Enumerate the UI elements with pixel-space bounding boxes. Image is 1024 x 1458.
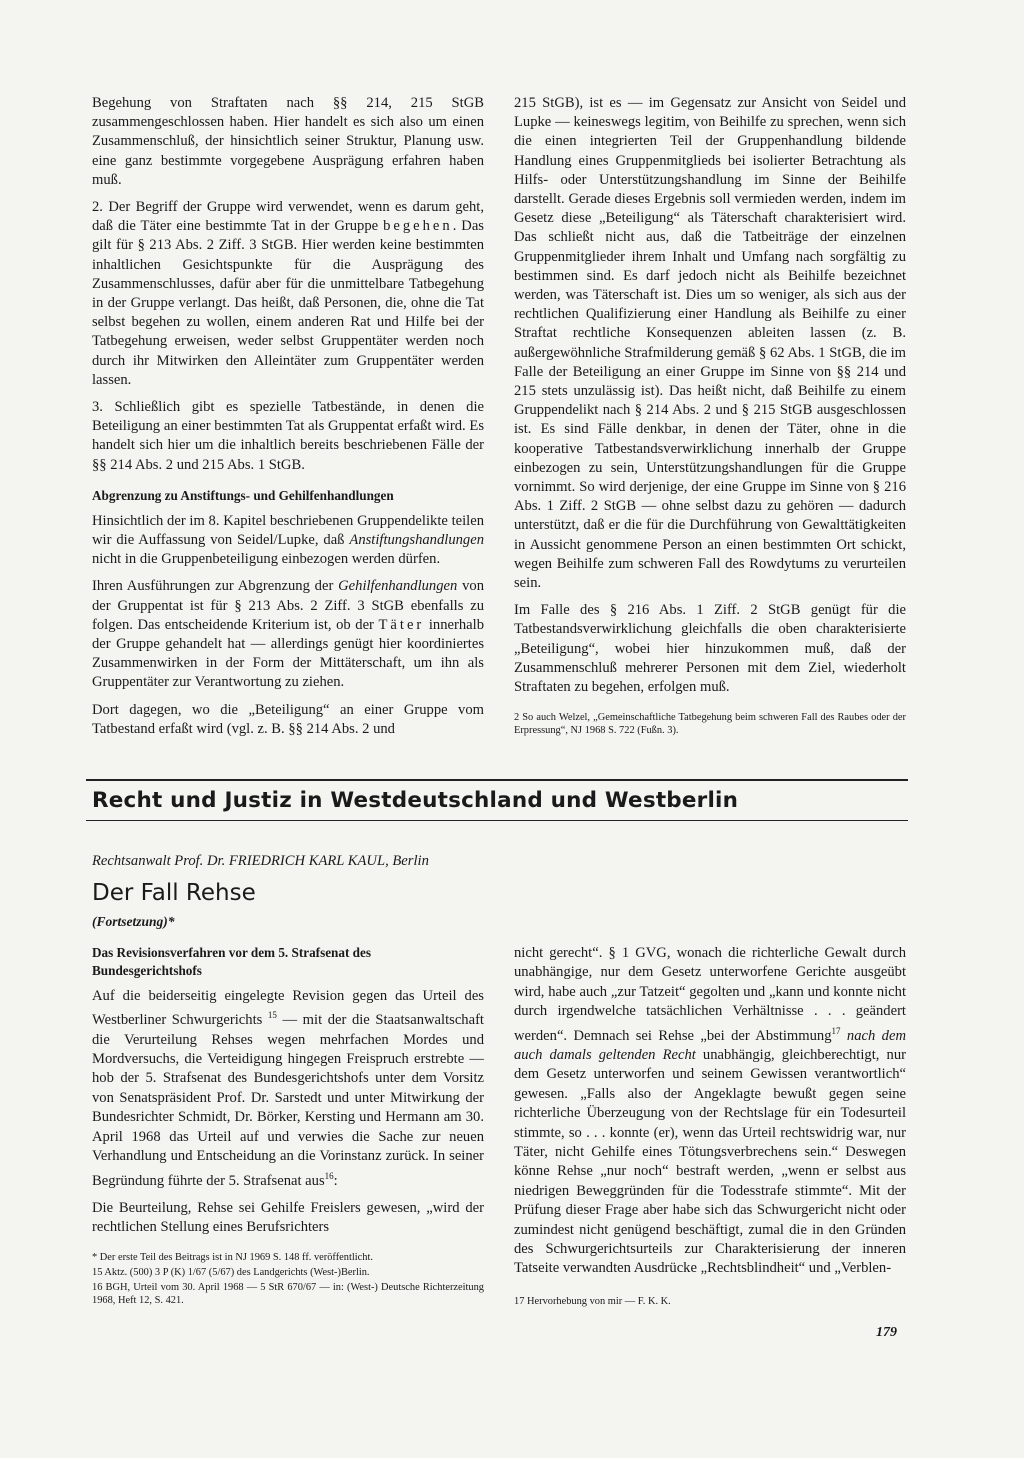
subheading: Abgrenzung zu Anstiftungs- und Gehilfenhandlungen xyxy=(92,487,394,503)
top-right-column xyxy=(514,94,906,739)
page-number: 179 xyxy=(876,1325,897,1340)
paragraph: Die Beurteilung, Rehse sei Gehilfe Freislers gewesen, „wird der rechtlichen Stellung eines Berufsrichters xyxy=(92,1199,484,1235)
footnote: 16 BGH, Urteil vom 30. April 1968 — 5 StR 670/67 — in: (West-) Deutsche Richterzeitung 1968, Heft 12, S. 421. xyxy=(92,1282,484,1307)
byline: Rechtsanwalt Prof. Dr. FRIEDRICH KARL KAUL, Berlin xyxy=(92,853,429,869)
subheading: Das Revisionsverfahren vor dem 5. Strafsenat des Bundesgerichtshofs xyxy=(92,945,371,978)
footnote: 2 So auch Welzel, „Gemeinschaftliche Tatbegehung beim schweren Fall des Raubes oder der Erpressung“, NJ 1968 S. 722 (Fußn. 3). xyxy=(514,712,906,737)
section-title: Recht und Justiz in Westdeutschland und Westberlin xyxy=(92,788,739,813)
paragraph: nicht gerecht“. § 1 GVG, wonach die richterliche Gewalt durch unabhängige, nur dem Gesetz unterworfene Gerichte ausgeübt wird, habe auch „zur Tatzeit“ gegolten und „kann und konnte nicht durch irgendwelche tatsächlichen Verhältnisse . . . geändert werden“. Demnach sei Rehse „bei der Abstimmung$^{17}$ nach dem auch damals geltenden Recht unabhängig, gleichberechtigt, nur dem Gesetz unterworfen und seinem Gewissen verantwortlich“ gewesen. „Falls also der Angeklagte bewußt gegen seine richterliche Überzeugung von der Rechtslage für ein Todesurteil stimmte, so . . . konnte (er), wenn das Urteil rechtswidrig war, nur Täter, nicht Gehilfe eines Tötungsverbrechens sein.“ Deswegen könne Rehse „nur noch“ bestraft werden, „wenn er selbst aus niedrigen Beweggründen für die Todesstrafe stimmte“. Mit der Prüfung dieser Frage aber habe sich das Schwurgericht nicht oder zumindest nicht genügend beschäftigt, zumal die in den Gründen des Schwurgerichtsurteils zur Charakterisierung der inneren Tatseite verwandten Ausdrücke „Rechtsblindheit“ und „Verblen- xyxy=(514,945,906,1277)
bottom-right-column xyxy=(514,944,906,1310)
paragraph: Begehung von Straftaten nach §§ 214, 215 StGB zusammengeschlossen haben. Hier handelt es sich also um einen Zusammenschluß, der hinsichtlich seiner Struktur, Planung usw. eine ganz bestimmte vorgegebene Ausprägung erfahren haben muß. xyxy=(92,95,484,188)
footnote-marker: 17 xyxy=(831,1025,841,1036)
paragraph: 215 StGB), ist es — im Gegensatz zur Ansicht von Seidel und Lupke — keineswegs legitim, von Beihilfe zu sprechen, wenn sich die einen integrierten Teil der Gruppenhandlung bildende Handlung eines Gruppenmitglieds bei isolierter Betrachtung als Hilfs- oder Unterstützungshandlung im Sinne der Beihilfe darstellt. Gerade dieses Ergebnis soll vermieden werden, indem im Gesetz diese „Beteiligung“ als Täterschaft charakterisiert wird. Das schließt nicht aus, daß die Tatbeiträge der einzelnen Gruppenmitglieder ihrem Inhalt und Umfang nach sorgfältig zu bestimmen sind. Es darf jedoch nicht als Beihilfe bezeichnet werden, was Täterschaft ist. Dies um so weniger, als sich aus der rechtlichen Qualifizierung einer Handlung als Beihilfe zu einer Straftat rechtliche Konsequenzen ableiten lassen (z. B. außergewöhnliche Strafmilderung gemäß § 62 Abs. 1 StGB, die im Falle der Beteiligung an einer Gruppe im Sinne von §§ 214 und 215 stets unzulässig ist). Das heißt nicht, daß Beihilfe zu einem Gruppendelikt nach § 214 Abs. 2 und § 215 StGB ausgeschlossen ist. Es sind Fälle denkbar, in denen der Täter, ohne in die kooperative Tatbestandsverwirklichung innerhalb der Gruppe einbezogen zu sein, Unterstützungshandlungen für die Gruppe vornimmt. So wird derjenige, der eine Gruppe im Sinne von § 216 Abs. 1 Ziff. 2 StGB — ohne selbst dazu zu gehören — dadurch unterstützt, daß er die für die Durchführung von Gewalttätigkeiten in Aussicht genommene Person an einen bestimmten Ort schickt, wegen Beihilfe zum schweren Fall des Rowdytums zu verurteilen sein. xyxy=(514,95,906,592)
footnote: 17 Hervorhebung von mir — F. K. K. xyxy=(514,1295,671,1307)
bottom-left-column xyxy=(92,944,484,1309)
top-left-column xyxy=(92,94,484,747)
paragraph: Hinsichtlich der im 8. Kapitel beschriebenen Gruppendelikte teilen wir die Auffassung von Seidel/Lupke, daß Anstiftungshandlungen nicht in die Gruppenbeteiligung einbezogen werden dürfen. xyxy=(92,512,484,568)
footnote-marker: 16 xyxy=(324,1170,334,1181)
article-subtitle: (Fortsetzung)* xyxy=(92,914,175,929)
footnote: * Der erste Teil des Beitrags ist in NJ 1969 S. 148 ff. veröffentlicht. xyxy=(92,1252,373,1264)
paragraph: Dort dagegen, wo die „Beteiligung“ an einer Gruppe vom Tatbestand erfaßt wird (vgl. z. B. §§ 214 Abs. 2 und xyxy=(92,701,484,737)
paragraph: Ihren Ausführungen zur Abgrenzung der Gehilfenhandlungen von der Gruppentat ist für § 213 Abs. 2 Ziff. 3 StGB ebenfalls zu folgen. Das entscheidende Kriterium ist, ob der Täter innerhalb der Gruppe gehandelt hat — allerdings genügt hier koordiniertes Zusammenwirken in der Form der Mittäterschaft, um ihn als Gruppentäter zur Verantwortung zu ziehen. xyxy=(92,578,484,691)
footnote-marker: 15 xyxy=(267,1010,277,1021)
footnote: 15 Aktz. (500) 3 P (K) 1/67 (5/67) des Landgerichts (West-)Berlin. xyxy=(92,1267,370,1279)
paragraph: Im Falle des § 216 Abs. 1 Ziff. 2 StGB genügt für die Tatbestandsverwirklichung gleichfalls die oben charakterisierte „Beteiligung“, wobei hier hinzukommen muß, daß der Zusammenschluß mehrerer Personen mit dem Ziel, wiederholt Straftaten zu begehen, erfolgen muß. xyxy=(514,602,906,696)
paragraph: 3. Schließlich gibt es spezielle Tatbestände, in denen die Beteiligung an einer bestimmten Tat als Gruppentat erfaßt wird. Es handelt sich hier um die inhaltlich bereits beschriebenen Fälle der §§ 214 Abs. 2 und 215 Abs. 1 StGB. xyxy=(92,399,484,473)
paragraph: Auf die beiderseitig eingelegte Revision gegen das Urteil des Westberliner Schwurgerichts $^{15}$ — mit der die Staatsanwaltschaft die Verurteilung Rehses wegen mehrfachen Mordes und Mordversuchs, die Verteidigung hingegen Freispruch erstrebte — hob der 5. Strafsenat des Bundesgerichtshofs unter dem Vorsitz von Senatspräsident Prof. Dr. Sarstedt und unter Mitwirkung der Bundesrichter Schmidt, Dr. Börker, Kersting und Hermann am 30. April 1968 das Urteil auf und verwies die Sache zur neuen Verhandlung und Entscheidung an die Vorinstanz zurück. In seiner Begründung führte der 5. Strafsenat aus$^{16}$: xyxy=(92,988,484,1189)
article-title: Der Fall Rehse xyxy=(92,880,256,906)
section-rule-bottom xyxy=(86,820,908,821)
spaced-word: begehen xyxy=(383,218,453,235)
paragraph: 2. Der Begriff der Gruppe wird verwendet, wenn es darum geht, daß die Täter eine bestimmte Tat in der Gruppe begehen. Das gilt für § 213 Abs. 2 Ziff. 3 StGB. Hier werden keine bestimmten inhaltlichen Gesichtspunkte für die Ausprägung des Zusammenschlusses, dafür aber für die unmittelbare Tatbegehung in der Gruppe verlangt. Das heißt, daß Personen, die, ohne die Tat selbst begehen zu wollen, einem anderen Rat und Hilfe bei der Tatbegehung erweisen, weder selbst Gruppentäter werden noch durch ihr Mitwirken den Alleintäter zum Gruppentäter werden lassen. xyxy=(92,199,484,388)
section-rule xyxy=(86,779,908,781)
